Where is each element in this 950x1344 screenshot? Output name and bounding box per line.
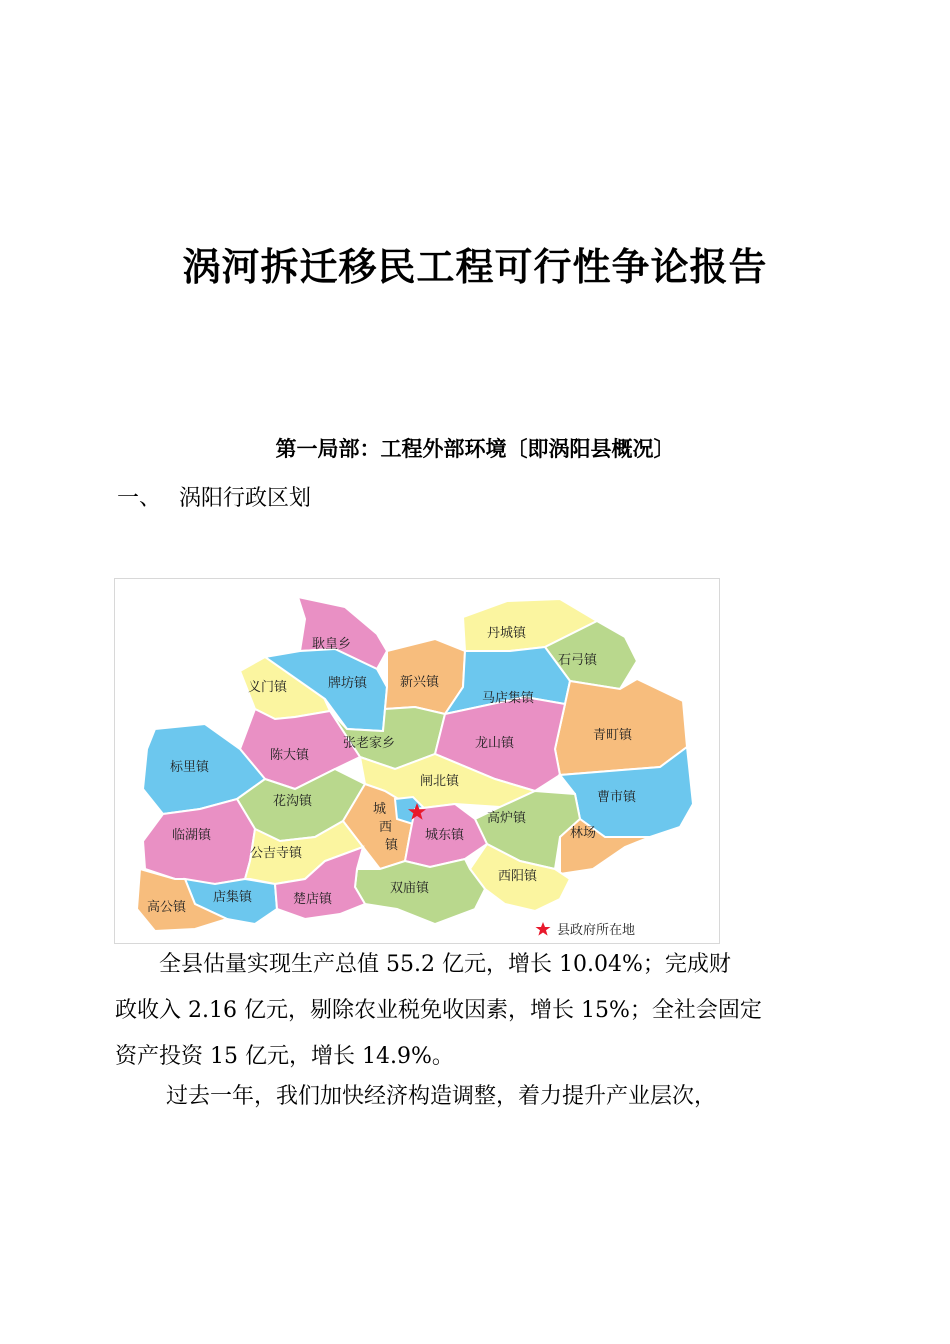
- paragraph-line: 政收入 2.16 亿元，剔除农业税免收因素，增长 15%；全社会固定: [115, 998, 762, 1023]
- label-madianji: 马店集镇: [482, 691, 535, 706]
- paragraph-economy: [115, 942, 835, 1080]
- label-caoshi: 曹市镇: [597, 790, 637, 805]
- label-huagou: 花沟镇: [273, 794, 313, 809]
- label-shigong: 石弓镇: [558, 653, 598, 668]
- label-gaolu: 高炉镇: [487, 811, 527, 826]
- label-chengxi-1: 城: [373, 802, 387, 817]
- label-yimen: 义门镇: [248, 680, 288, 695]
- document-title: 涡河拆迁移民工程可行性争论报告: [182, 245, 768, 289]
- label-linchang: 林场: [570, 826, 597, 841]
- administrative-map: [114, 578, 720, 944]
- label-longshan: 龙山镇: [475, 736, 515, 751]
- label-gongjisi: 公吉寺镇: [250, 846, 303, 861]
- label-chengxi-3: 镇: [385, 838, 399, 853]
- label-paifang: 牌坊镇: [328, 676, 368, 691]
- label-chudian: 楚店镇: [293, 892, 333, 907]
- label-chengxi-2: 西: [379, 820, 393, 835]
- section-number: 一、: [117, 486, 162, 511]
- label-chenda: 陈大镇: [270, 748, 310, 763]
- label-biaoli: 标里镇: [170, 760, 210, 775]
- legend-star-icon: [536, 922, 551, 936]
- label-gaogong: 高公镇: [147, 900, 187, 915]
- label-qingting: 青町镇: [593, 728, 633, 743]
- label-zhabei: 闸北镇: [420, 774, 460, 789]
- label-shuangmiao: 双庙镇: [390, 881, 430, 896]
- label-linhu: 临湖镇: [172, 828, 212, 843]
- legend-label: 县政府所在地: [557, 923, 636, 938]
- section-heading: [117, 481, 311, 512]
- label-xinxing: 新兴镇: [400, 675, 440, 690]
- section-title: 涡阳行政区划: [179, 486, 312, 511]
- part-heading: 第一局部：工程外部环境〔即涡阳县概况〕: [275, 437, 675, 461]
- label-zhanglaojia: 张老家乡: [343, 736, 396, 751]
- paragraph-line: 过去一年，我们加快经济构造调整，着力提升产业层次，: [115, 1084, 716, 1109]
- label-dancheng: 丹城镇: [487, 626, 527, 641]
- label-chengdong: 城东镇: [425, 828, 465, 843]
- label-xiyang: 西阳镇: [498, 869, 538, 884]
- label-dianji: 店集镇: [213, 890, 253, 905]
- paragraph-past-year: [115, 1074, 835, 1120]
- label-gengwang: 耿皇乡: [312, 637, 352, 652]
- paragraph-line: 全县估量实现生产总值 55.2 亿元，增长 10.04%；完成财: [115, 952, 731, 977]
- paragraph-line: 资产投资 15 亿元，增长 14.9%。: [115, 1044, 454, 1069]
